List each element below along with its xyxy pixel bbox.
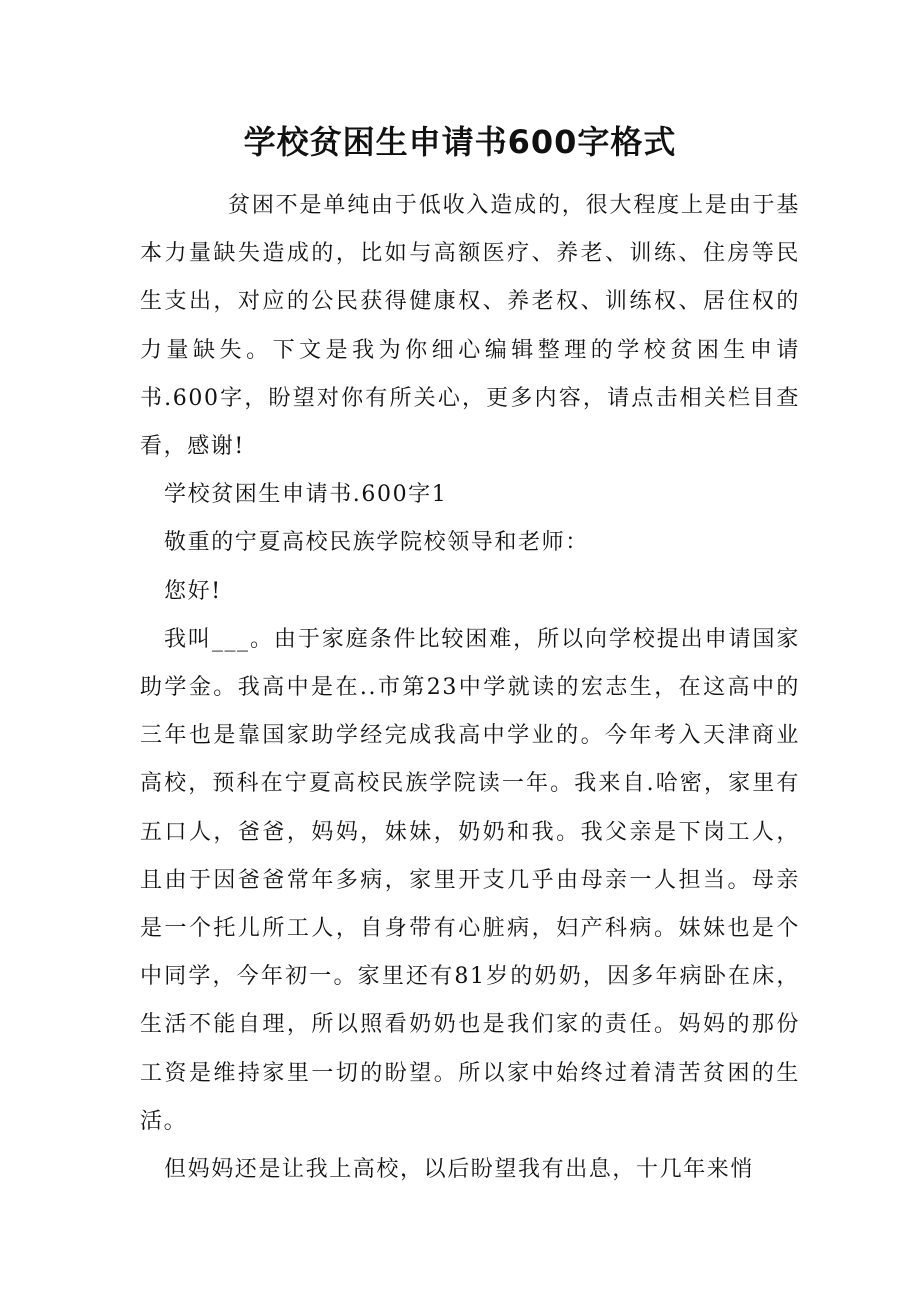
greeting: 您好! [164, 578, 222, 604]
section-heading: 学校贫困生申请书.600字1 [164, 482, 448, 508]
document-title: 学校贫困生申请书600字格式 [243, 123, 677, 161]
document-body [140, 182, 800, 1194]
body-paragraph: 但妈妈还是让我上高校，以后盼望我有出息，十几年来悄 [164, 1157, 755, 1183]
intro-paragraph: 贫困不是单纯由于低收入造成的，很大程度上是由于基本力量缺失造成的，比如与高额医疗、养老、训练、住房等民生支出，对应的公民获得健康权、养老权、训练权、居住权的力量缺失。下文是我为你细心编辑整理的学校贫困生申请书.600字，盼望对你有所关心，更多内容，请点击相关栏目查看，感谢! [140, 193, 800, 460]
salutation: 敬重的宁夏高校民族学院校领导和老师： [164, 530, 589, 556]
body-paragraph: 我叫___。由于家庭条件比较困难，所以向学校提出申请国家助学金。我高中是在..市第23中学就读的宏志生，在这高中的三年也是靠国家助学经完成我高中学业的。今年考入天津商业高校，预科在宁夏高校民族学院读一年。我来自.哈密，家里有五口人，爸爸，妈妈，妹妹，奶奶和我。我父亲是下岗工人，且由于因爸爸常年多病，家里开支几乎由母亲一人担当。母亲是一个托儿所工人，自身带有心脏病，妇产科病。妹妹也是个中同学，今年初一。家里还有81岁的奶奶，因多年病卧在床，生活不能自理，所以照看奶奶也是我们家的责任。妈妈的那份工资是维持家里一切的盼望。所以家中始终过着清苦贫困的生活。 [140, 626, 800, 1134]
